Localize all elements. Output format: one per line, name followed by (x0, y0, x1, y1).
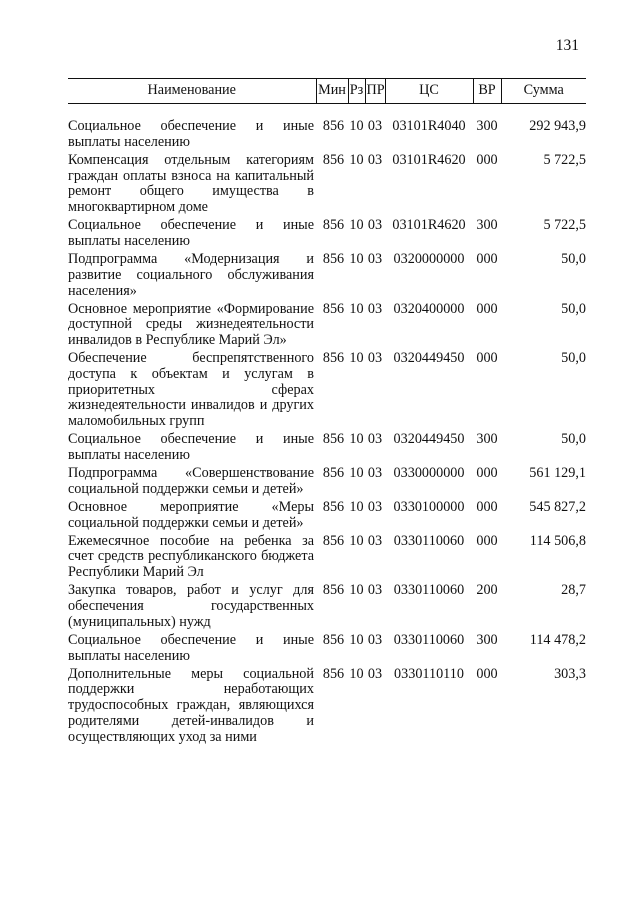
cell-min: 856 (322, 151, 345, 168)
table-header-row (68, 79, 586, 104)
cell-cs: 0330100000 (393, 498, 465, 515)
cell-rz: 10 (349, 465, 364, 482)
cell-cs: 03101R4620 (392, 217, 466, 234)
cell-rz: 10 (349, 431, 364, 448)
cell-sum: 5 722,5 (543, 217, 586, 234)
cell-sum: 292 943,9 (529, 118, 586, 134)
cell-name: Основное мероприятие «Формирование доступной среды жизнедеятельности инвалидов в Республике Марий Эл» (68, 300, 314, 349)
cell-vr: 000 (476, 250, 498, 267)
cell-vr: 200 (476, 582, 498, 599)
cell-vr: 000 (476, 532, 498, 549)
cell-vr: 300 (476, 217, 498, 234)
column-header-pr: ПР (365, 79, 385, 104)
cell-rz: 10 (349, 250, 364, 267)
cell-min: 856 (322, 665, 345, 682)
column-header-min: Мин (316, 79, 348, 104)
cell-vr: 300 (476, 431, 498, 448)
cell-cs: 0330110060 (393, 631, 465, 648)
cell-name: Социальное обеспечение и иные выплаты населению (68, 217, 314, 249)
cell-min: 856 (322, 582, 345, 599)
cell-rz: 10 (349, 498, 364, 515)
cell-name: Социальное обеспечение и иные выплаты населению (68, 118, 314, 150)
table-row (68, 466, 586, 500)
cell-sum: 50,0 (561, 250, 586, 267)
cell-vr: 000 (476, 465, 498, 482)
column-header-vr: ВР (473, 79, 501, 104)
cell-pr: 03 (367, 151, 383, 168)
cell-cs: 0320449450 (393, 350, 465, 367)
cell-pr: 03 (367, 300, 383, 317)
table-row (68, 351, 586, 432)
cell-rz: 10 (349, 217, 364, 234)
cell-name: Социальное обеспечение и иные выплаты населению (68, 631, 314, 664)
cell-cs: 0330000000 (393, 465, 465, 482)
cell-vr: 000 (476, 498, 498, 515)
column-header-name: Наименование (68, 79, 316, 104)
cell-sum: 28,7 (561, 582, 586, 599)
table-row (68, 432, 586, 466)
cell-cs: 03101R4040 (392, 118, 466, 134)
cell-name: Компенсация отдельным категориям граждан оплаты взноса на капитальный ремонт общего имущества в многоквартирном доме (68, 151, 314, 216)
cell-pr: 03 (367, 532, 383, 549)
cell-rz: 10 (349, 582, 364, 599)
table-row (68, 633, 586, 667)
page-number: 131 (555, 37, 579, 54)
cell-min: 856 (322, 217, 345, 234)
cell-min: 856 (322, 300, 345, 317)
cell-cs: 03101R4620 (392, 151, 466, 168)
cell-sum: 5 722,5 (543, 151, 586, 168)
cell-sum: 50,0 (561, 300, 586, 317)
header-spacer (68, 104, 586, 120)
cell-vr: 000 (476, 350, 498, 367)
cell-pr: 03 (367, 431, 383, 448)
table-row (68, 153, 586, 218)
column-header-sum: Сумма (501, 79, 586, 104)
cell-name: Ежемесячное пособие на ребенка за счет средств республиканского бюджета Республики Марий Эл (68, 532, 314, 581)
cell-name: Закупка товаров, работ и услуг для обеспечения государственных (муниципальных) нужд (68, 582, 314, 630)
cell-name: Подпрограмма «Совершенствование социальной поддержки семьи и детей» (68, 465, 314, 497)
cell-sum: 50,0 (561, 431, 586, 448)
cell-sum: 114 506,8 (529, 532, 586, 549)
table-row (68, 119, 586, 153)
cell-cs: 0320000000 (393, 250, 465, 267)
cell-rz: 10 (349, 300, 364, 317)
cell-pr: 03 (367, 498, 383, 515)
cell-min: 856 (322, 532, 345, 549)
cell-min: 856 (322, 631, 345, 648)
cell-vr: 000 (476, 151, 498, 168)
budget-table (68, 78, 586, 748)
cell-cs: 0330110060 (393, 582, 465, 599)
cell-pr: 03 (367, 465, 383, 482)
cell-pr: 03 (367, 631, 383, 648)
column-header-rz: Рз (348, 79, 365, 104)
cell-vr: 300 (476, 118, 498, 134)
cell-sum: 561 129,1 (529, 465, 586, 482)
cell-min: 856 (322, 465, 345, 482)
cell-pr: 03 (367, 217, 383, 234)
cell-vr: 300 (476, 631, 498, 648)
cell-sum: 303,3 (554, 665, 586, 682)
cell-pr: 03 (367, 250, 383, 267)
cell-pr: 03 (367, 118, 383, 134)
cell-name: Основное мероприятие «Меры социальной поддержки семьи и детей» (68, 498, 314, 531)
cell-min: 856 (322, 498, 345, 515)
cell-cs: 0330110060 (393, 532, 465, 549)
cell-rz: 10 (349, 532, 364, 549)
cell-rz: 10 (349, 631, 364, 648)
table-row (68, 218, 586, 252)
cell-name: Социальное обеспечение и иные выплаты населению (68, 431, 314, 464)
cell-pr: 03 (367, 582, 383, 599)
cell-vr: 000 (476, 665, 498, 682)
table-row (68, 500, 586, 534)
cell-pr: 03 (367, 350, 383, 367)
cell-rz: 10 (349, 118, 364, 134)
cell-name: Дополнительные меры социальной поддержки неработающих трудоспособных граждан, являющихся родителями детей-инвалидов и осуществляющих уход за ними (68, 665, 314, 745)
table-row (68, 534, 586, 584)
column-header-cs: ЦС (385, 79, 473, 104)
cell-cs: 0320449450 (393, 431, 465, 448)
cell-sum: 114 478,2 (529, 631, 586, 648)
table-body (68, 104, 586, 748)
cell-sum: 50,0 (561, 350, 586, 367)
cell-cs: 0320400000 (393, 300, 465, 317)
cell-min: 856 (322, 431, 345, 448)
table-row (68, 667, 586, 748)
cell-cs: 0330110110 (394, 665, 464, 682)
cell-name: Обеспечение беспрепятственного доступа к объектам и услугам в приоритетных сферах жизнедеятельности инвалидов и других маломобильных групп (68, 350, 314, 430)
cell-name: Подпрограмма «Модернизация и развитие социального обслуживания населения» (68, 250, 314, 299)
cell-min: 856 (322, 118, 345, 134)
table-row (68, 252, 586, 302)
cell-rz: 10 (349, 665, 364, 682)
cell-pr: 03 (367, 665, 383, 682)
cell-sum: 545 827,2 (529, 498, 586, 515)
table-row (68, 302, 586, 352)
cell-rz: 10 (349, 151, 364, 168)
cell-min: 856 (322, 350, 345, 367)
cell-vr: 000 (476, 300, 498, 317)
cell-rz: 10 (349, 350, 364, 367)
cell-min: 856 (322, 250, 345, 267)
table-row (68, 583, 586, 633)
